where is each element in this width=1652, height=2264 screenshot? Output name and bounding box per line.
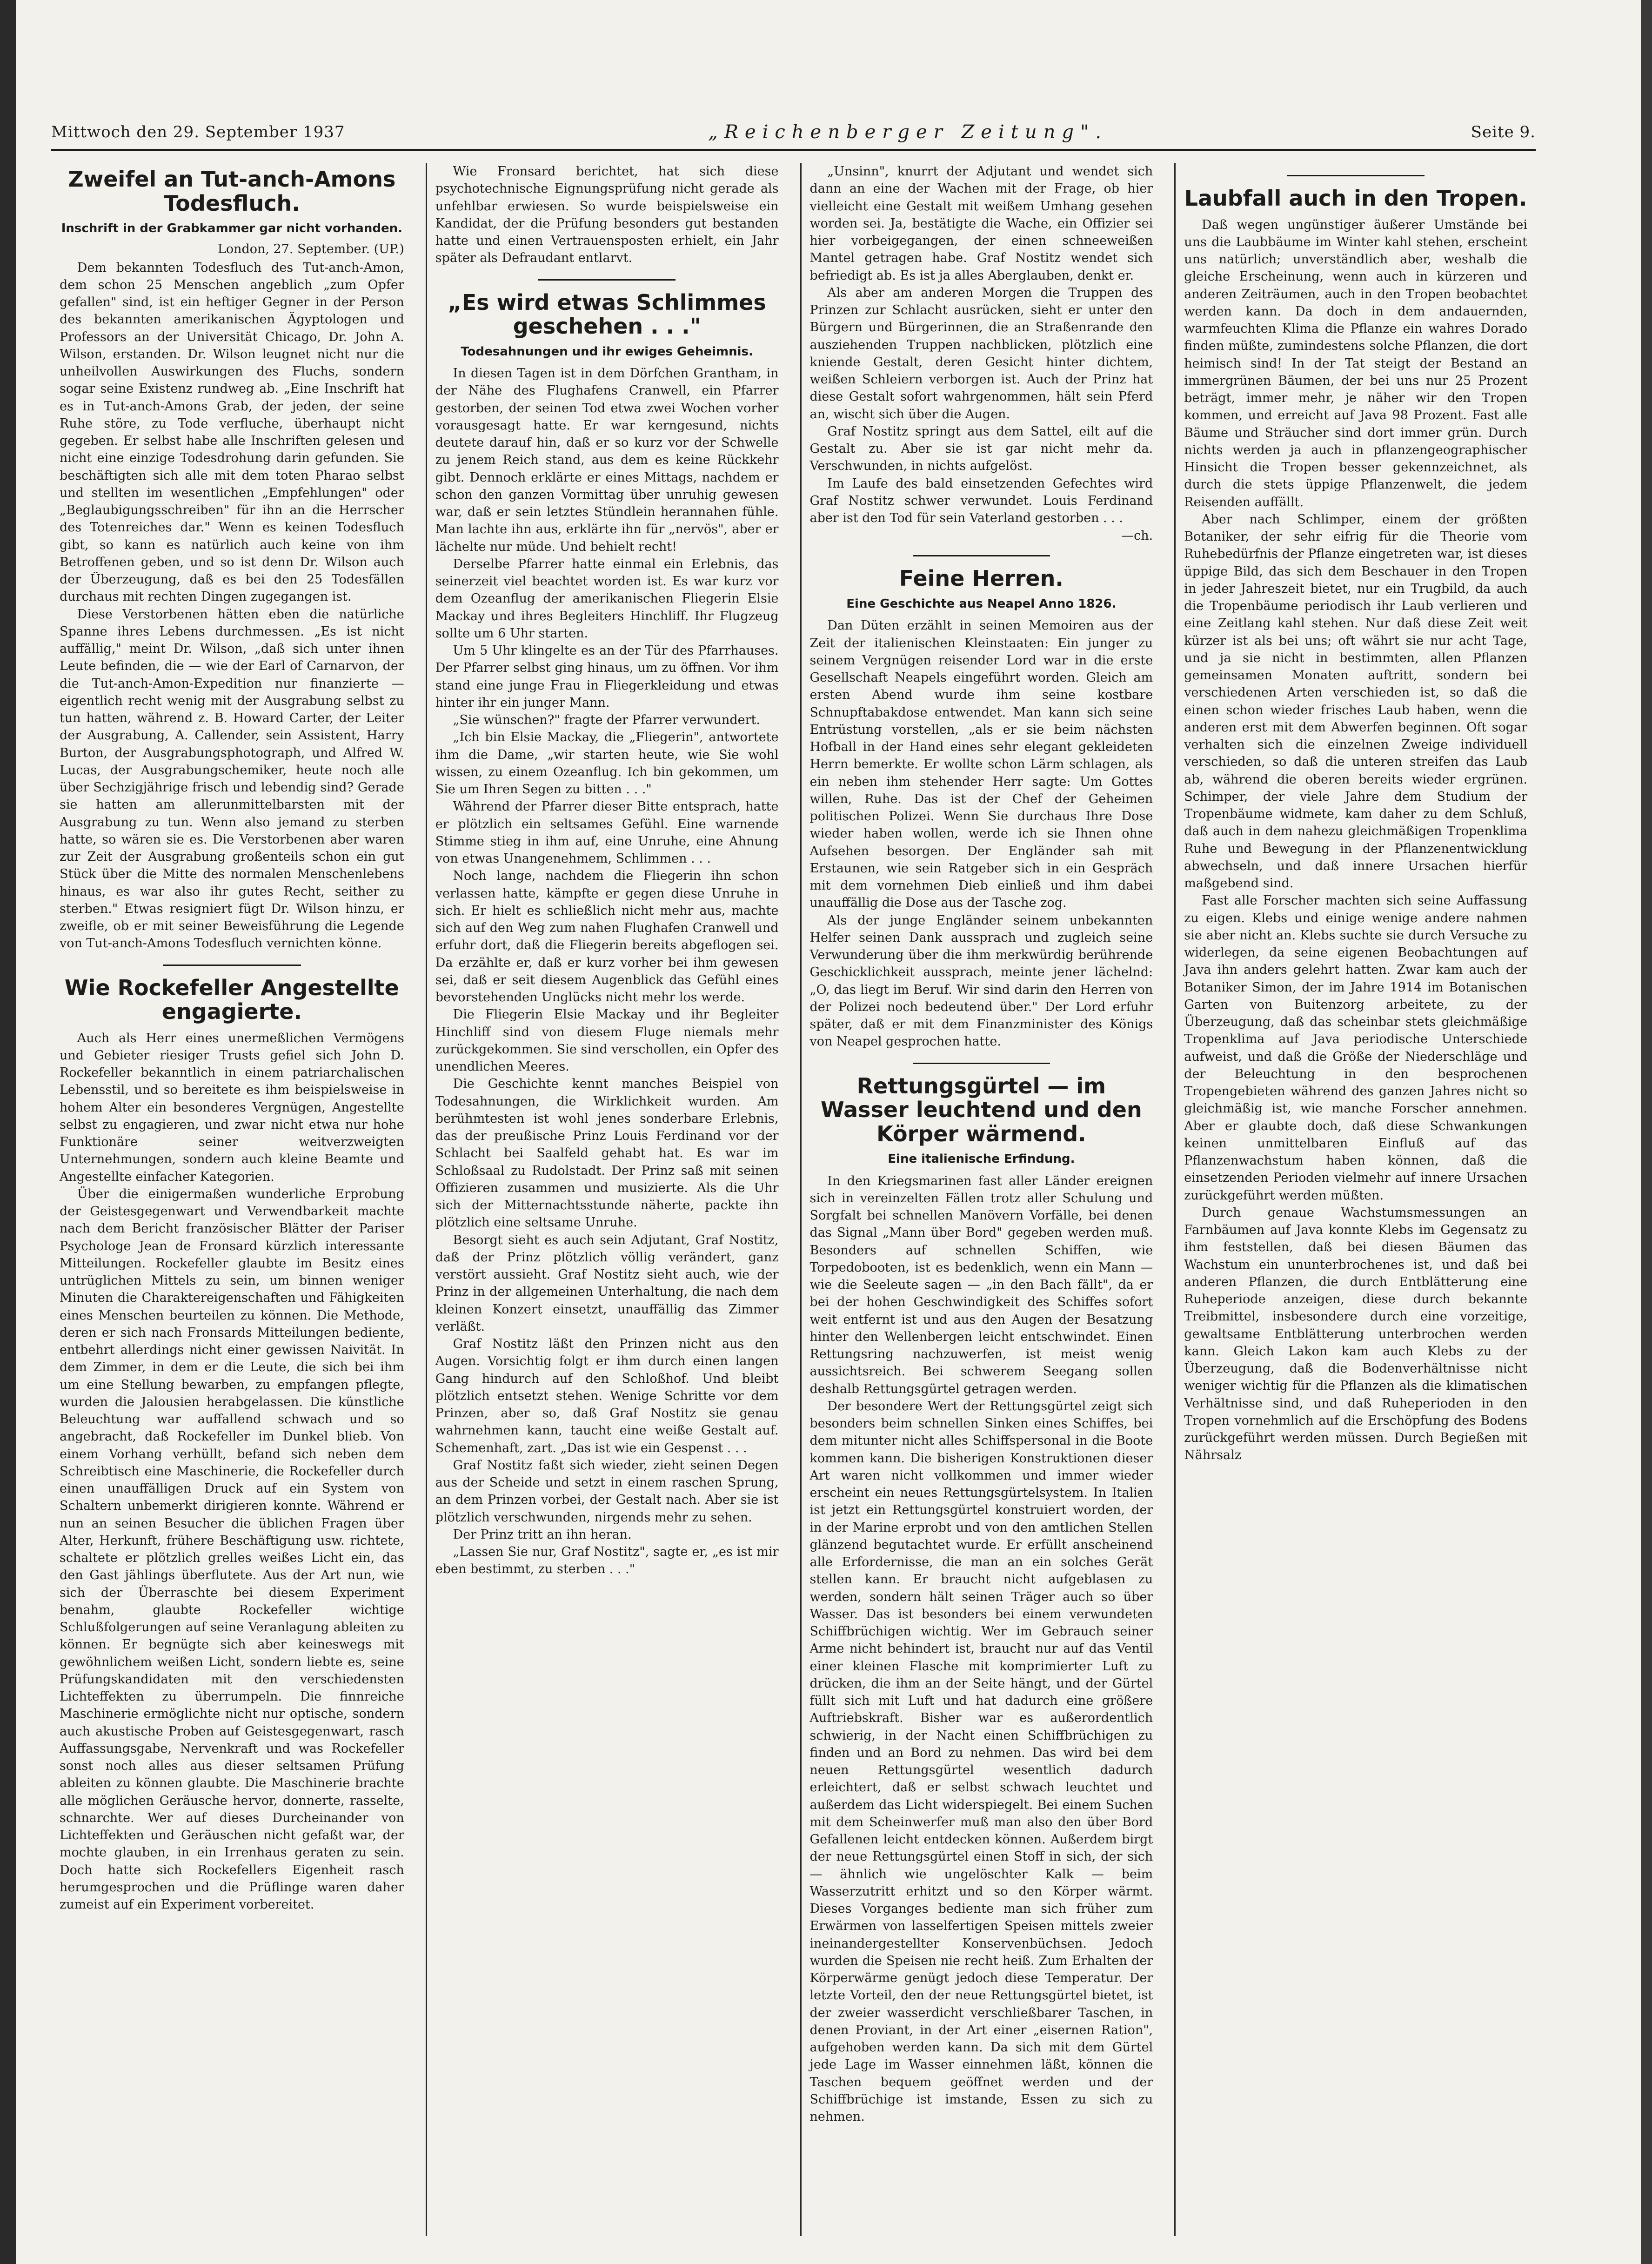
paragraph: Die Fliegerin Elsie Mackay und ihr Begleiter Hinchliff sind von diesem Fluge niemals mehr zurückgekommen. Sie sind verschollen, ein Opfer des unendlichen Meeres.: [435, 1007, 779, 1074]
paragraph: Graf Nostitz faßt sich wieder, zieht seinen Degen aus der Scheide und setzt in einem raschen Sprung, an dem Prinzen vorbei, der Gestalt nach. Aber sie ist plötzlich verschwunden, nirgends mehr zu sehen.: [435, 1458, 779, 1525]
column-2: [426, 163, 787, 2236]
newspaper-title: „Reichenberger Zeitung".: [708, 121, 1108, 143]
divider: [1287, 175, 1425, 176]
paragraph: Die Geschichte kennt manches Beispiel von Todesahnungen, die Wirklichkeit wurden. Am berühmtesten ist wohl jenes sonderbare Erlebnis, das der preußische Prinz Louis Ferdinand vor der Schlacht bei Saalfeld gehabt hat. Es war im Schloßsaal zu Rudolstadt. Der Prinz saß mit seinen Offizieren zusammen und musizierte. Als die Uhr sich der Mitternachtsstunde näherte, packte ihn plötzlich eine seltsame Unruhe.: [435, 1077, 779, 1230]
headline-rockefeller: Wie Rockefeller Angestellte engagierte.: [64, 975, 399, 1025]
headline-herren: Feine Herren.: [899, 566, 1063, 591]
paragraph: In diesen Tagen ist in dem Dörfchen Grantham, in der Nähe des Flughafens Cranwell, ein Pfarrer gestorben, der seinen Tod etwa zwei Wochen vorher vorausgesagt hatte. Er war kerngesund, nichts deutete darauf hin, daß er so kurz vor der Schwelle zu jenem Reich stand, aus dem es keine Rückkehr gibt. Dennoch erklärte er eines Mittags, nachdem er schon den ganzen Vormittag über unruhig gewesen war, daß er sein letztes Stündlein herannahen fühle. Man lachte ihn aus, erklärte ihn für „nervös", aber er lächelte nur müde. Und behielt recht!: [435, 366, 779, 554]
paragraph: Aber nach Schlimper, einem der größten Botaniker, der sehr eifrig für die Theorie vom Ruhebedürfnis der Pflanze eingetreten war, ist dieses üppige Bild, das sich dem Beschauer in den Tropen in jeder Jahreszeit bietet, nur ein Trugbild, da auch die Tropenbäume periodisch ihr Laub verlieren und eine Zeitlang kahl stehen. Nur daß diese Zeit weit kürzer ist als bei uns; oft währt sie nur acht Tage, und ja sie nicht in bestimmten, allen Pflanzen gemeinsamen Monaten auftritt, sondern bei verschiedenen Arten verschieden ist, so daß die einen schon wieder frisches Laub haben, wenn die anderen erst mit dem Abwerfen beginnen. Oft sogar verhalten sich die einzelnen Zweige individuell verschieden, so daß die unteren streifen das Laub ab, während die oberen bereits wieder ergrünen. Schimper, der viele Jahre dem Studium der Tropenbäume widmete, kam daher zu dem Schluß, daß auch in dem nahezu gleichmäßigen Tropenklima Ruhe und Bewegung in der Pflanzenentwicklung abwechseln, und daß innere Ursachen hierfür maßgebend sind.: [1184, 512, 1527, 891]
paragraph: Um 5 Uhr klingelte es an der Tür des Pfarrhauses. Der Pfarrer selbst ging hinaus, um zu öffnen. Vor ihm stand eine junge Frau in Fliegerkleidung und etwas hinter ihr ein junger Mann.: [435, 643, 779, 710]
headline-laubfall: Laubfall auch in den Tropen.: [1184, 186, 1527, 211]
paragraph: Dem bekannten Todesfluch des Tut-anch-Amon, dem schon 25 Menschen angeblich „zum Opfer gefallen" sind, ist ein heftiger Gegner in der Person des bekannten amerikanischen Ägyptologen und Professors an der Universität Chicago, Dr. John A. Wilson, erstanden. Dr. Wilson leugnet nicht nur die unheilvollen Auswirkungen des Fluchs, sondern sogar seine Existenz rundweg ab. „Eine Inschrift hat es in Tut-anch-Amons Grab, der jeden, der seine Ruhe störe, zu Tode verfluche, überhaupt nicht gegeben. Er selbst habe alle Inschriften gelesen und nicht eine einzige Todesdrohung darin gefunden. Sie beschäftigten sich alle mit dem toten Pharao selbst und stellten im wesentlichen „Empfehlungen" oder „Beglaubigungsschreiben" für ihn an die Herrscher des Totenreiches dar." Wenn es keinen Todesfluch gibt, so kann es natürlich auch keine von ihm Betroffenen geben, und so ist denn Dr. Wilson auch der Überzeugung, daß es bei den 25 Todesfällen durchaus mit rechten Dingen zugegangen ist.: [60, 260, 404, 604]
headline-rettung: Rettungsgürtel — im Wasser leuchtend und den Körper wärmend.: [821, 1073, 1142, 1146]
paragraph: Derselbe Pfarrer hatte einmal ein Erlebnis, das seinerzeit viel beachtet worden ist. Es war kurz vor dem Ozeanflug der amerikanischen Fliegerin Elsie Mackay und ihres Begleiters Hinchliff. Ihr Flugzeug sollte um 6 Uhr starten.: [435, 556, 779, 641]
paragraph: Über die einigermaßen wunderliche Erprobung der Geistesgegenwart und Verwendbarkeit machte nach dem Bericht französischer Blätter der Pariser Psychologe Jean de Fronsard kürzlich interessante Mitteilungen. Rockefeller glaubte im Besitz eines untrüglichen Mittels zu sein, um binnen weniger Minuten die Charaktereigenschaften und Fähigkeiten eines Menschen beurteilen zu können. Die Methode, deren er sich nach Fronsards Mitteilungen bediente, entbehrt allerdings nicht einer gewissen Naivität. In dem Zimmer, in dem er die Leute, die sich bei ihm um eine Stellung bewarben, zu empfangen pflegte, wurden die Jalousien herabgelassen. Die künstliche Beleuchtung war auffallend schwach und so angebracht, daß Rockefeller im Dunkel blieb. Von einem Vorhang verhüllt, befand sich neben dem Schreibtisch eine Maschinerie, die Rockefeller durch einen unauffälligen Druck auf ein System von Schaltern unbemerkt dirigieren konnte. Während er nun an seinen Besucher die üblichen Fragen über Alter, Herkunft, frühere Beschäftigung usw. richtete, schaltete er plötzlich grelles weißes Licht ein, das den Gast jählings überflutete. Aus der Art nun, wie sich der Überraschte bei diesem Experiment benahm, glaubte Rockefeller wichtige Schlußfolgerungen auf seine Veranlagung ableiten zu können. Er begnügte sich aber keineswegs mit gewöhnlichem weißen Licht, sondern liebte es, seine Prüfungskandidaten mit den verschiedensten Lichteffekten zu überrumpeln. Die finnreiche Maschinerie ermöglichte nicht nur optische, sondern auch akustische Proben auf Geistesgegenwart, rasch Auffassungsgabe, Nervenkraft und was Rockefeller sonst noch alles aus dieser seltsamen Prüfung ableiten zu können glaubte. Die Maschinerie brachte alle möglichen Geräusche hervor, donnerte, rasselte, schnarchte. Wer auf dieses Durcheinander von Lichteffekten und Geräuschen nicht gefaßt war, der mochte glauben, in ein Irrenhaus geraten zu sein. Doch hatte sich Rockefellers Eigenheit rasch herumgesprochen und die Prüflinge waren daher zumeist auf ein Experiment vorbereitet.: [60, 1186, 404, 1912]
paragraph: Wie Fronsard berichtet, hat sich diese psychotechnische Eignungsprüfung nicht gerade als unfehlbar erwiesen. So wurde beispielsweise ein Kandidat, der die Prüfung besonders gut bestanden hatte und einen Vertrauensposten erhielt, ein Jahr später als Defraudant entlarvt.: [435, 164, 779, 266]
scan-edge-left: [0, 0, 16, 2264]
paragraph: „Lassen Sie nur, Graf Nostitz", sagte er, „es ist mir eben bestimmt, zu sterben . . .": [435, 1545, 779, 1577]
subhead-schlimmes: Todesahnungen und ihr ewiges Geheimnis.: [461, 344, 753, 359]
paragraph: Besorgt sieht es auch sein Adjutant, Graf Nostitz, daß der Prinz plötzlich völlig verändert, ganz verstört aussieht. Graf Nostitz sieht auch, wie der Prinz in der allgemeinen Unterhaltung, die nach dem kleinen Konzert einsetzt, unauffällig das Zimmer verläßt.: [435, 1232, 779, 1334]
dateline-tutanchamon: London, 27. September. (UP.): [217, 241, 404, 256]
divider: [913, 1063, 1050, 1064]
subhead-tutanchamon: Inschrift in der Grabkammer gar nicht vorhanden.: [61, 221, 402, 236]
paragraph: Der Prinz tritt an ihn heran.: [453, 1527, 632, 1542]
paragraph: Dan Düten erzählt in seinen Memoiren aus der Zeit der italienischen Kleinstaaten: Ein junger zu seinem Vergnügen reisender Lord war in die erste Gesellschaft Neapels eingeführt worden. Gleich am ersten Abend wurde ihm seine kostbare Schnupftabakdose entwendet. Man kann sich seine Entrüstung vorstellen, „als er sie beim nächsten Hofball in der Hand eines sehr elegant gekleideten Herrn bemerkte. Er wollte schon Lärm schlagen, als ein neben ihm stehender Herr sagte: Um Gottes willen, Ruhe. Das ist der Chef der Geheimen politischen Polizei. Wenn Sie durchaus Ihre Dose wieder haben wollen, werde ich sie Ihnen ohne Aufsehen besorgen. Der Engländer sah mit Erstaunen, wie sein Ratgeber sich in ein Gespräch mit dem vornehmen Dieb einließ und ihm dabei unauffällig die Dose aus der Tasche zog.: [809, 618, 1153, 911]
paragraph: „Sie wünschen?" fragte der Pfarrer verwundert.: [453, 713, 760, 728]
scan-edge-right: [1641, 0, 1652, 2264]
paragraph: Als der junge Engländer seinem unbekannten Helfer seinen Dank aussprach und zugleich seine Verwunderung über die ihm merkwürdig berührende Geschicklichkeit aussprach, meinte jener lächelnd: „O, das liegt im Beruf. Wir sind darin den Herren von der Polizei noch bedeutend über." Der Lord erfuhr später, daß er mit dem Finanzminister des Königs von Neapel gesprochen hatte.: [809, 913, 1153, 1049]
divider: [538, 279, 676, 281]
paragraph: Als aber am anderen Morgen die Truppen des Prinzen zur Schlacht ausrücken, sieht er unter den Bürgern und Bürgerinnen, die an Straßenrande den ausziehenden Truppen nachblicken, plötzlich eine kniende Gestalt, deren Gesicht hinter dichtem, weißen Schleiern verborgen ist. Auch der Prinz hat diese Gestalt sofort wahrgenommen, hält sein Pferd an, wischt sich über die Augen.: [809, 285, 1153, 422]
signature: —ch.: [1121, 529, 1153, 543]
issue-date: Mittwoch den 29. September 1937: [51, 123, 345, 141]
paragraph: Graf Nostitz springt aus dem Sattel, eilt auf die Gestalt zu. Aber sie ist gar nicht mehr da. Verschwunden, in nichts aufgelöst.: [809, 424, 1153, 474]
headline-schlimmes: „Es wird etwas Schlimmes geschehen . . .": [448, 289, 766, 339]
paragraph: Diese Verstorbenen hätten eben die natürliche Spanne ihres Lebens durchmessen. „Es ist nicht auffällig," meint Dr. Wilson, „daß sich unter ihnen Leute befinden, die — wie der Earl of Carnarvon, der die Tut-anch-Amon-Expedition nur finanzierte — eigentlich recht wenig mit der Ausgrabung selbst zu tun hatten, während z. B. Howard Carter, der Leiter der Ausgrabung, A. Callender, sein Assistent, Harry Burton, der Ausgrabungsphotograph, und Alfred W. Lucas, der Ausgrabungschemiker, heute noch alle über Sechzigjährige frisch und lebendig sind? Gerade sie hatten am allerunmittelbarsten mit der Ausgrabung zu tun. Wenn also jemand zu sterben hatte, so wären sie es. Die Verstorbenen aber waren zur Zeit der Ausgrabung großenteils schon ein gut Stück über die Mitte des normalen Menschenlebens hinaus, es war also ihr gutes Recht, seither zu sterben." Etwas resigniert fügt Dr. Wilson hinzu, er zweifle, ob er mit seiner Beweisführung die Legende von Tut-anch-Amons Todesfluch vernichten könne.: [60, 607, 404, 951]
paragraph: Fast alle Forscher machten sich seine Auffassung zu eigen. Klebs und einige wenige andere nahmen sie aber nicht an. Klebs suchte sie durch Versuche zu widerlegen, da seine eigenen Beobachtungen auf Java ihn anders gelehrt hatten. Zwar kam auch der Botaniker Simon, der im Jahre 1914 im Botanischen Garten von Buitenzorg arbeitete, zu der Überzeugung, daß das scheinbar stets gleichmäßige Tropenklima auf Java periodische Unterschiede aufweist, und daß die Größe der Niederschläge und der Beleuchtung in den besprochenen Tropengebieten während des ganzen Jahres nicht so gleichmäßig ist, wie manche Forscher annehmen. Aber er glaubte doch, daß diese Schwankungen keinen unmittelbaren Einfluß auf das Pflanzenwachstum haben können, daß die einsetzenden Perioden vielmehr auf innere Ursachen zurückgeführt werden müßten.: [1184, 893, 1527, 1203]
column-3: [800, 163, 1162, 2236]
divider: [163, 965, 301, 966]
article-columns: [51, 163, 1536, 2236]
paragraph: „Ich bin Elsie Mackay, die „Fliegerin", antwortete ihm die Dame, „wir starten heute, wie Sie wohl wissen, zu einem Ozeanflug. Ich bin gekommen, um Sie um Ihren Segen zu bitten . . .": [435, 730, 779, 797]
paragraph: Graf Nostitz läßt den Prinzen nicht aus den Augen. Vorsichtig folgt er ihm durch einen langen Gang hindurch auf den Schloßhof. Und bleibt plötzlich entsetzt stehen. Wenige Schritte vor dem Prinzen, aber so, daß Graf Nostitz sie genau wahrnehmen kann, taucht eine weiße Gestalt auf. Schemenhaft, zart. „Das ist wie ein Gespenst . . .: [435, 1337, 779, 1455]
paragraph: Daß wegen ungünstiger äußerer Umstände bei uns die Laubbäume im Winter kahl stehen, erscheint uns natürlich; unverständlich aber, weshalb die gleiche Erscheinung, wenn auch in kürzeren und anderen Zeiträumen, auch in den Tropen beobachtet werden kann. Da doch in dem andauernden, warmfeuchten Klima die Pflanze ein wahres Dorado finden müßte, zumindestens solche Pflanzen, die dort heimisch sind! In der Tat steigt der Bestand an immergrünen Bäumen, der bei uns nur 25 Prozent beträgt, immer mehr, je näher wir den Tropen kommen, und erreicht auf Java 98 Prozent. Fast alle Bäume und Sträucher sind dort immer grün. Durch nichts werden ja auch in pflanzengeographischer Hinsicht die Tropen besser gekennzeichnet, als durch die stets üppige Pflanzenwelt, die jedem Reisenden auffällt.: [1184, 217, 1527, 509]
paragraph: „Unsinn", knurrt der Adjutant und wendet sich dann an eine der Wachen mit der Frage, ob hier vielleicht eine Gestalt mit weißem Umhang gesehen worden sei. Ja, bestätigte die Wache, ein Offizier sei hier vorbeigegangen, der einen schneeweißen Mantel getragen habe. Graf Nostitz wendet sich befriedigt ab. Es ist ja alles Aberglauben, denkt er.: [809, 164, 1153, 283]
page-number: Seite 9.: [1471, 123, 1536, 141]
column-1: [51, 163, 413, 2236]
paragraph: Durch genaue Wachstumsmessungen an Farnbäumen auf Java konnte Klebs im Gegensatz zu ihm feststellen, daß bei diesen Bäumen das Wachstum ein ununterbrochenes ist, und daß bei anderen Pflanzen, die durch Entblätterung eine Ruheperiode anzeigen, diese durch bekannte Treibmittel, insbesondere durch eine vorzeitige, gewaltsame Entblätterung unterbrochen werden kann. Gleich Lakon kam auch Klebs zu der Überzeugung, daß die Bodenverhältnisse nicht weniger wichtig für die Pflanzen als die klimatischen Verhältnisse sind, und daß Ruheperioden in den Tropen vornehmlich auf die Erschöpfung des Bodens zurückgeführt werden müssen. Durch Begießen mit Nährsalz: [1184, 1205, 1527, 1463]
divider: [913, 555, 1050, 556]
paragraph: Während der Pfarrer dieser Bitte entsprach, hatte er plötzlich ein seltsames Gefühl. Eine warnende Stimme stieg in ihm auf, eine Unruhe, eine Ahnung von etwas Unangenehmem, Schlimmen . . .: [435, 799, 779, 866]
column-4: [1174, 163, 1536, 2236]
subhead-rettung: Eine italienische Erfindung.: [888, 1152, 1075, 1166]
paragraph: In den Kriegsmarinen fast aller Länder ereignen sich in vereinzelten Fällen trotz aller Schulung und Sorgfalt bei schnellen Manövern Vorfälle, bei denen das Signal „Mann über Bord" gegeben werden muß. Besonders auf schnellen Schiffen, wie Torpedobooten, ist es bedenklich, wenn ein Mann — wie die Seeleute sagen — „in den Bach fällt", da er bei der hohen Geschwindigkeit des Schiffes sofort weit entfernt ist und aus den Augen der Besatzung hinter den Wellenbergen leicht entschwindet. Einen Rettungsring nachzuwerfen, ist meist wenig aussichtsreich. Bei schwerem Seegang sollen deshalb Rettungsgürtel getragen werden.: [809, 1173, 1153, 1396]
headline-tutanchamon: Zweifel an Tut-anch-Amons Todesfluch.: [68, 167, 396, 216]
paragraph: Im Laufe des bald einsetzenden Gefechtes wird Graf Nostitz schwer verwundet. Louis Ferdinand aber ist den Tod für sein Vaterland gestorben . . .: [809, 476, 1153, 525]
subhead-herren: Eine Geschichte aus Neapel Anno 1826.: [846, 596, 1117, 611]
paragraph: Noch lange, nachdem die Fliegerin ihn schon verlassen hatte, kämpfte er gegen diese Unruhe in sich. Er hielt es schließlich nicht mehr aus, machte sich auf den Weg zum nahen Flughafen Cranwell und erfuhr dort, daß die Fliegerin bereits abgeflogen sei. Da erzählte er, daß er kurz vorher bei ihm gewesen sei, daß er seit diesem Augenblick das Gefühl eines bevorstehenden Unglücks nicht mehr los werde.: [435, 869, 779, 1005]
page-header: [51, 115, 1536, 151]
paragraph: Der besondere Wert der Rettungsgürtel zeigt sich besonders beim schnellen Sinken eines Schiffes, bei dem mitunter nicht alles Schiffspersonal in die Boote kommen kann. Die bisherigen Konstruktionen dieser Art waren nicht vollkommen und immer wieder erscheint ein neues Rettungsgürtelsystem. In Italien ist jetzt ein Rettungsgürtel konstruiert worden, der in der Marine erprobt und von den amtlichen Stellen glänzend begutachtet wurde. Er erfüllt anscheinend alle Erfordernisse, die man an ein solches Gerät stellen kann. Er braucht nicht aufgeblasen zu werden, sondern hält seinen Träger auch so über Wasser. Das ist besonders bei einem verwundeten Schiffbrüchigen wichtig. Wer im Gebrauch seiner Arme nicht behindert ist, braucht nur auf das Ventil einer kleinen Flasche mit komprimierter Luft zu drücken, die ihm an der Seite hängt, und der Gürtel füllt sich mit Luft und hat dadurch eine größere Auftriebskraft. Bisher war es außerordentlich schwierig, in der Nacht einen Schiffbrüchigen zu finden und an Bord zu nehmen. Das wird bei dem neuen Rettungsgürtel wesentlich dadurch erleichtert, daß er selbst schwach leuchtet und außerdem das Licht widerspiegelt. Bei einem Suchen mit dem Scheinwerfer muß man also den über Bord Gefallenen leicht entdecken können. Außerdem birgt der neue Rettungsgürtel einen Stoff in sich, der sich — ähnlich wie ungelöschter Kalk — beim Wasserzutritt erhitzt und so den Körper wärmt. Dieses Vorganges bediente man sich früher zum Erwärmen von lasselfertigen Speisen mittels zweier ineinandergestellter Konservenbüchsen. Jedoch wurden die Speisen nie recht heiß. Zum Erhalten der Körperwärme genügt jedoch diese Temperatur. Der letzte Vorteil, den der neue Rettungsgürtel bietet, ist der zweier wasserdicht verschließbarer Taschen, in denen Proviant, in der Art einer „eisernen Ration", aufgehoben werden kann. Da sich mit dem Gürtel jede Lage im Wasser einnehmen läßt, können die Taschen bequem geöffnet werden und der Schiffbrüchige ist imstande, Essen zu sich zu nehmen.: [809, 1399, 1153, 2124]
paragraph: Auch als Herr eines unermeßlichen Vermögens und Gebieter riesiger Trusts gefiel sich John D. Rockefeller bekanntlich in einem patriarchalischen Lebensstil, und so bereitete es ihm beispielsweise in hohem Alter ein besonderes Vergnügen, Angestellte selbst zu engagieren, und zwar nicht etwa nur hohe Funktionäre seiner weitverzweigten Unternehmungen, sondern auch kleine Beamte und Angestellte einfacher Kategorien.: [60, 1031, 404, 1184]
